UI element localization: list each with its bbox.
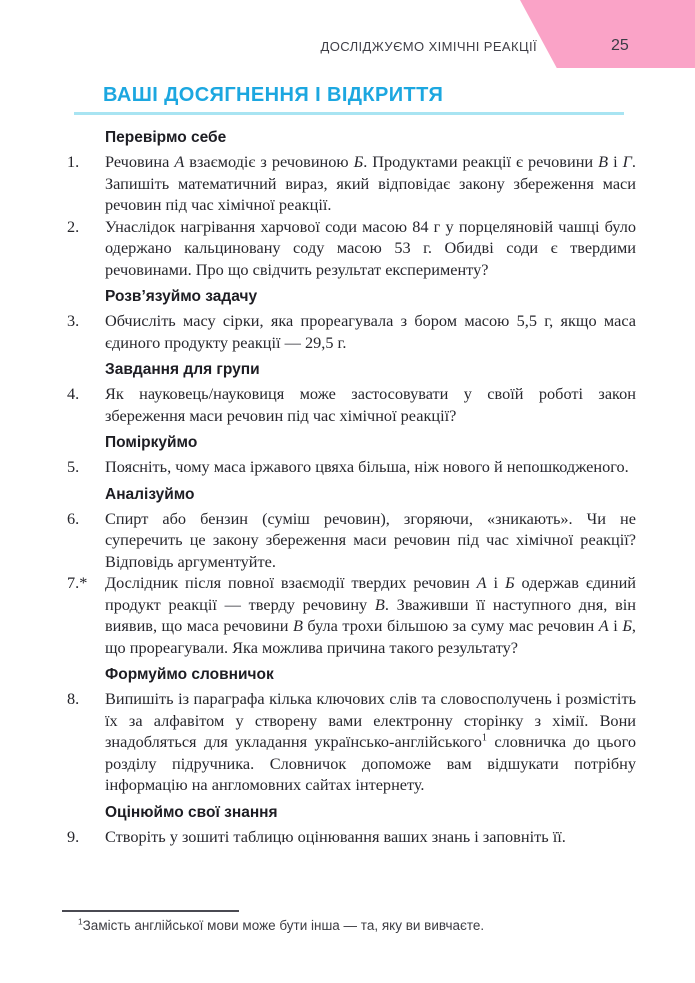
task-item-text: Обчисліть масу сірки, яка прореагувала з бором масою 5,5 г, якщо маса єдиного продукту реакції — 29,5 г. (105, 311, 636, 352)
task-item-number: 7.* (67, 573, 88, 592)
section-heading: Оцінюймо свої знання (105, 803, 278, 821)
section-heading: Розв’язуймо задачу (105, 288, 258, 305)
task-item-number: 5. (67, 457, 80, 476)
task-item (67, 572, 637, 658)
section-evaluate-knowledge (67, 803, 636, 848)
footnote: $^1$Замість англійської мови може бути інша — та, яку ви вивчаєте. (78, 916, 485, 933)
section-vocabulary (67, 665, 636, 796)
task-item (67, 826, 636, 848)
page-corner-decoration (520, 0, 695, 68)
task-item (67, 216, 636, 281)
task-item-text: Поясніть, чому маса іржавого цвяха більша, ніж нового й непошкодженого. (105, 457, 629, 476)
task-item (67, 151, 636, 216)
section-solve-problem (67, 287, 636, 353)
section-heading: Аналізуймо (105, 485, 195, 503)
task-item-number: 1. (67, 152, 80, 171)
content (67, 127, 637, 847)
page-number: 25 (611, 37, 629, 54)
task-item-text: Дослідник після повної взаємодії твердих речовин А і Б одержав єдиний продукт реакції — тверду речовину В. Зваживши її наступного дня, він виявив, що маса речовини В була трохи більшою за суму мас речовин А і Б, що прореагували. Яка можлива причина такого результату? (105, 573, 637, 657)
task-item (67, 508, 636, 573)
task-item (67, 688, 636, 796)
section-think (67, 433, 636, 478)
task-item-text: Унаслідок нагрівання харчової соди масою 84 г у порцеляновій чашці було одержано кальциновану соду масою 53 г. Обидві соди є твердими речовинами. Про що свідчить результат експерименту? (105, 216, 636, 279)
task-item-number: 2. (67, 216, 80, 236)
task-item-number: 8. (67, 689, 80, 708)
task-item-text: Речовина А взаємодіє з речовиною Б. Продуктами реакції є речовини В і Г. Запишіть математичний вираз, який відповідає закону збереження маси речовин під час хімічної реакції. (105, 152, 636, 214)
footnote-divider (62, 910, 239, 912)
section-check-yourself (67, 128, 636, 280)
task-item (67, 456, 636, 478)
task-item-number: 3. (67, 311, 80, 330)
task-item-text: Випишіть із параграфа кілька ключових слів та словосполучень і розмістіть їх за алфавітом у створену вами електронну сторінку з хімії. Вони знадобляться для укладання українсько-англійського$^1$ словничка до цього розділу підручника. Словничок допоможе вам відшукати потрібну інформацію на англомовних сайтах інтернету. (105, 689, 636, 794)
task-item (67, 310, 636, 353)
running-header: ДОСЛІДЖУЄМО ХІМІЧНІ РЕАКЦІЇ (320, 39, 537, 54)
task-item-number: 4. (67, 384, 80, 403)
task-item-text: Як науковець/науковиця може застосовувати у своїй роботі закон збереження маси речовин під час хімічної реакції? (105, 384, 636, 425)
task-item-number: 9. (67, 826, 80, 846)
section-analyze (67, 485, 637, 659)
page-title: ВАШІ ДОСЯГНЕННЯ І ВІДКРИТТЯ (103, 84, 444, 106)
title-underline-rule (74, 112, 624, 115)
task-item-number: 6. (67, 508, 80, 528)
task-item-text: Спирт або бензин (суміш речовин), згоряючи, «зникають». Чи не суперечить це закону збереження маси речовин під час хімічної реакції? Відповідь аргументуйте. (105, 508, 636, 571)
section-heading: Перевірмо себе (105, 129, 227, 146)
section-heading: Формуймо словничок (105, 666, 274, 683)
section-heading: Завдання для групи (105, 361, 260, 378)
section-heading: Поміркуймо (105, 434, 198, 451)
task-item (67, 383, 636, 426)
section-group-task (67, 360, 636, 426)
task-item-text: Створіть у зошиті таблицю оцінювання ваших знань і заповніть її. (105, 826, 566, 846)
